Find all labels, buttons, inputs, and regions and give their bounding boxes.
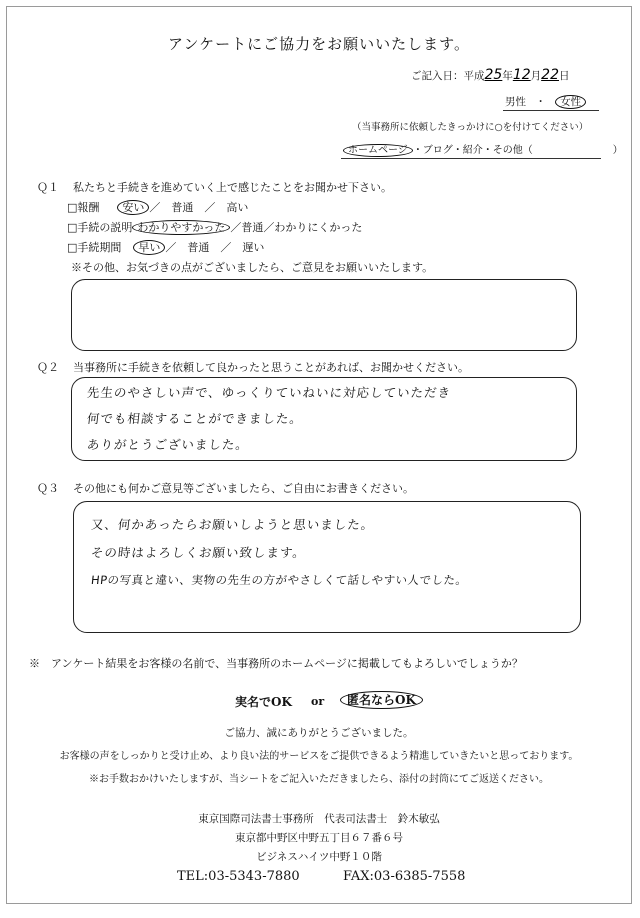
q1-row-circled: 安い bbox=[117, 200, 149, 215]
office-building: ビジネスハイツ中野１０階 bbox=[256, 851, 382, 863]
q2-answer-line: 何でも相談することができました。 bbox=[86, 411, 304, 426]
q3-answer-line: HPの写真と違い、実物の先生の方がやさしくて話しやすい人でした。 bbox=[90, 573, 469, 587]
date-label: ご記入日：平成 bbox=[411, 70, 485, 82]
gender-line bbox=[505, 94, 586, 109]
gender-separator: ・ bbox=[535, 96, 546, 108]
trigger-options bbox=[343, 141, 623, 156]
q1-row-rest: ／ 普通 ／ 遅い bbox=[165, 241, 265, 254]
q3-label: Ｑ３ bbox=[37, 482, 59, 495]
q1-row-circled: わかりやすかった bbox=[132, 220, 230, 235]
q1-row-name: 手続期間 bbox=[77, 241, 122, 254]
trigger-other-options: ・ブログ・紹介・その他（ ） bbox=[412, 145, 623, 156]
checkbox-icon: □ bbox=[67, 241, 78, 254]
closing-message: お客様の声をしっかりと受け止め、より良い法的サービスをご提供できるよう精進していきたいと思っております。 bbox=[59, 751, 579, 762]
gender-male: 男性 bbox=[505, 96, 526, 108]
office-tel: TEL:03-5343-7880 bbox=[177, 869, 300, 884]
consent-anonymous-circled: 匿名ならOK bbox=[340, 691, 423, 709]
date-year-unit: 年 bbox=[502, 70, 513, 82]
q1-row-fee bbox=[67, 199, 248, 215]
q2-answer-line: ありがとうございました。 bbox=[86, 437, 250, 452]
date-month: 12 bbox=[512, 67, 531, 83]
date-line bbox=[411, 67, 569, 83]
q1-label: Ｑ１ bbox=[37, 181, 59, 194]
date-year: 25 bbox=[484, 67, 503, 83]
q2-answer-line: 先生のやさしい声で、ゆっくりていねいに対応していただき bbox=[86, 385, 452, 400]
q1-row-name: 報酬 bbox=[77, 201, 100, 214]
date-month-unit: 月 bbox=[530, 70, 542, 82]
q1-row-rest: ／普通／わかりにくかった bbox=[230, 221, 363, 234]
q1-row-circled: 早い bbox=[133, 240, 165, 255]
office-name: 東京国際司法書士事務所 代表司法書士 鈴木敏弘 bbox=[198, 813, 440, 825]
q3-answer-line: 又、何かあったらお願いしようと思いました。 bbox=[90, 517, 376, 532]
office-fax: FAX:03-6385-7558 bbox=[343, 869, 466, 884]
q2-label: Ｑ２ bbox=[37, 361, 59, 374]
consent-question: ※ アンケート結果をお客様の名前で、当事務所のホームページに掲載してもよろしいでしょうか？ bbox=[29, 657, 523, 670]
q1-row-name: 手続の説明 bbox=[77, 221, 133, 234]
q1-row-rest: ／ 普通 ／ 高い bbox=[149, 201, 249, 214]
q1-row-explanation bbox=[67, 219, 362, 235]
consent-real-name[interactable]: 実名でOK bbox=[235, 695, 292, 709]
gender-underline bbox=[503, 110, 599, 111]
trigger-homepage-circled: ホームページ bbox=[343, 144, 413, 157]
trigger-note: （当事務所に依頼したきっかけに○を付けてください） bbox=[352, 122, 589, 133]
page-title: アンケートにご協力をお願いいたします。 bbox=[168, 35, 470, 53]
q1-answer-box[interactable] bbox=[71, 279, 577, 351]
consent-or: or bbox=[311, 695, 325, 708]
q3-answer-line: その時はよろしくお願い致します。 bbox=[90, 545, 307, 560]
date-day: 22 bbox=[541, 67, 559, 83]
gender-female-circled: 女性 bbox=[555, 95, 586, 109]
trigger-underline bbox=[341, 158, 601, 159]
thanks-text: ご協力、誠にありがとうございました。 bbox=[224, 727, 414, 739]
q2-question: 当事務所に手続きを依頼して良かったと思うことがあれば、お聞かせください。 bbox=[73, 361, 469, 374]
closing-note: ※お手数おかけいたしますが、当シートをご記入いただきましたら、添付の封筒にてご返送ください。 bbox=[89, 774, 549, 785]
survey-sheet bbox=[6, 6, 632, 904]
q1-row-period bbox=[67, 239, 264, 255]
office-address: 東京都中野区中野五丁目６７番６号 bbox=[235, 832, 403, 844]
checkbox-icon: □ bbox=[67, 201, 78, 214]
consent-anonymous[interactable] bbox=[340, 691, 423, 708]
date-day-unit: 日 bbox=[558, 70, 570, 82]
q3-question: その他にも何かご意見等ございましたら、ご自由にお書きください。 bbox=[73, 482, 414, 495]
q1-question: 私たちと手続きを進めていく上で感じたことをお聞かせ下さい。 bbox=[73, 181, 392, 194]
q1-note: ※その他、お気づきの点がございましたら、ご意見をお願いいたします。 bbox=[71, 261, 434, 274]
checkbox-icon: □ bbox=[67, 221, 78, 234]
